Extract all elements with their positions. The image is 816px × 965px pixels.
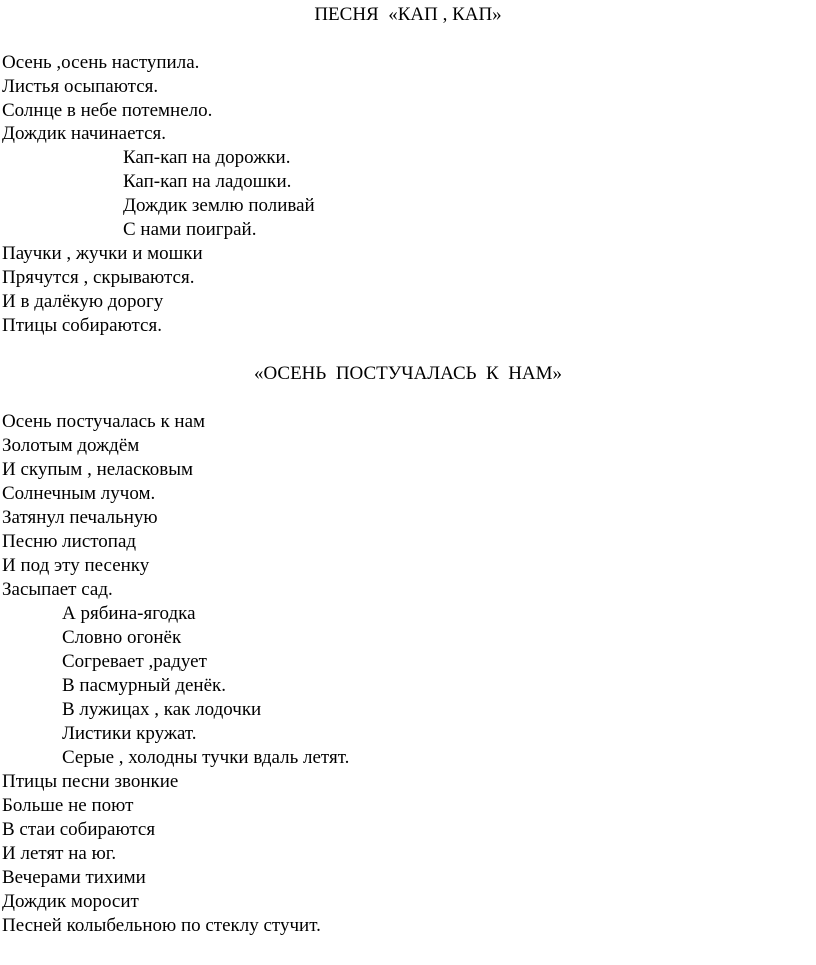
song2-chorus-line: Листики кружат. — [62, 723, 197, 744]
song2-chorus-line: В пасмурный денёк. — [62, 675, 227, 696]
song2-chorus-line: Согревает ,радует — [62, 651, 207, 672]
song2-verse2-line: В стаи собираются — [2, 819, 156, 840]
song1-chorus-line: С нами поиграй. — [123, 219, 257, 240]
song2-verse1-line: И скупым , неласковым — [2, 459, 194, 480]
song2-verse1-line: Затянул печальную — [2, 507, 158, 528]
song1-verse1-line: Листья осыпаются. — [2, 76, 159, 97]
song1-verse1-line: Солнце в небе потемнело. — [2, 100, 213, 121]
song2-verse2-line: Больше не поют — [2, 795, 134, 816]
song1-verse2-line: И в далёкую дорогу — [2, 291, 164, 312]
song1-verse2-line: Прячутся , скрываются. — [2, 267, 195, 288]
song2-verse1-line: Солнечным лучом. — [2, 483, 156, 504]
song2-verse1-line: Осень постучалась к нам — [2, 411, 206, 432]
song1-verse2-line: Паучки , жучки и мошки — [2, 243, 203, 264]
song2-verse1-line: И под эту песенку — [2, 555, 150, 576]
song1-chorus-line: Дождик землю поливай — [123, 195, 315, 216]
song2-chorus-line: В лужицах , как лодочки — [62, 699, 262, 720]
song1-verse2-line: Птицы собираются. — [2, 315, 162, 336]
song1-chorus-line: Кап-кап на дорожки. — [123, 147, 291, 168]
song2-verse2-line: Вечерами тихими — [2, 867, 146, 888]
song2-title: «ОСЕНЬ ПОСТУЧАЛАСЬ К НАМ» — [253, 363, 563, 384]
song2-verse2-line: Птицы песни звонкие — [2, 771, 179, 792]
song1-title: ПЕСНЯ «КАП , КАП» — [314, 4, 502, 25]
song2-chorus-line: Словно огонёк — [62, 627, 182, 648]
song2-verse2-line: Песней колыбельною по стеклу стучит. — [2, 915, 321, 936]
song2-verse2-line: И летят на юг. — [2, 843, 117, 864]
song2-verse1-line: Золотым дождём — [2, 435, 140, 456]
song1-verse1-line: Дождик начинается. — [2, 123, 166, 144]
song2-verse2-line: Дождик моросит — [2, 891, 139, 912]
song2-chorus-line: А рябина-ягодка — [62, 603, 196, 624]
song1-chorus-line: Кап-кап на ладошки. — [123, 171, 292, 192]
song1-verse1-line: Осень ,осень наступила. — [2, 52, 200, 73]
song2-chorus-line: Серые , холодны тучки вдаль летят. — [62, 747, 350, 768]
song2-verse1-line: Песню листопад — [2, 531, 137, 552]
song2-verse1-line: Засыпает сад. — [2, 579, 113, 600]
